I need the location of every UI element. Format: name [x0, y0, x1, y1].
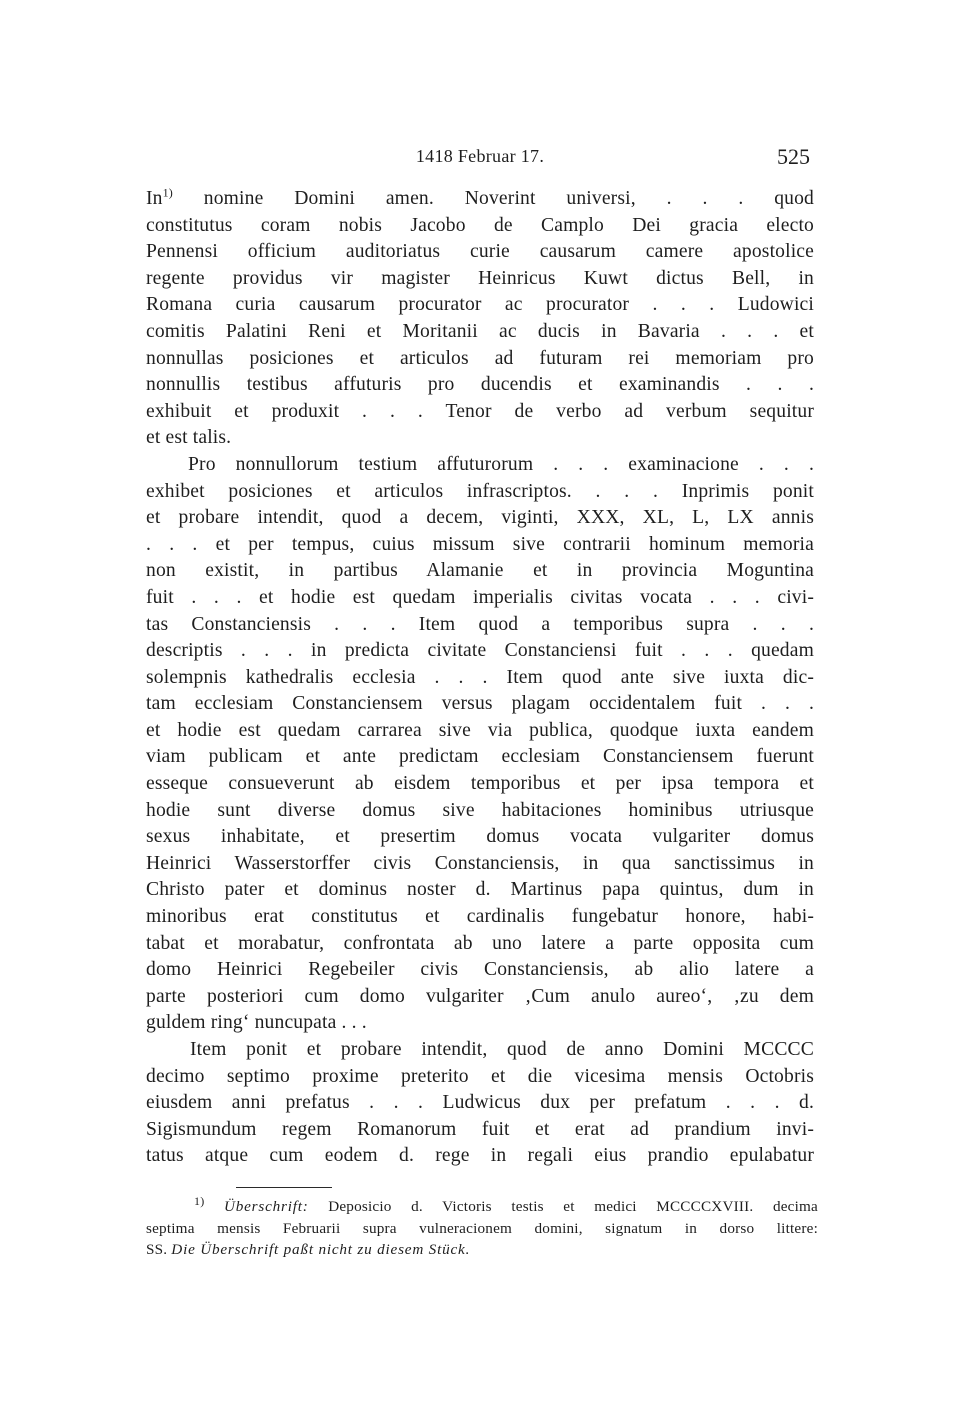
footnote-text: Deposicio d. Victoris testis et medici MCCCCXVIII. decima — [328, 1198, 818, 1215]
text-line: Sigismundum regem Romanorum fuit et erat ad prandium invi- — [146, 1118, 814, 1140]
footnote-text: SS. — [146, 1241, 168, 1258]
text-line: comitis Palatini Reni et Moritanii ac ducis in Bavaria . . . et — [146, 320, 814, 342]
text-line: constitutus coram nobis Jacobo de Camplo Dei gracia electo — [146, 214, 814, 236]
body-text — [146, 186, 814, 1170]
text-line: esseque consueverunt ab eisdem temporibus et per ipsa tempora et — [146, 773, 814, 795]
page-number: 525 — [777, 144, 810, 169]
text-line: nonnullas posiciones et articulos ad futuram rei memoriam pro — [146, 347, 814, 369]
text-line: tabat et morabatur, confrontata ab uno latere a parte opposita cum — [146, 932, 814, 954]
running-title: 1418 Februar 17. — [415, 146, 545, 166]
text-line-start: In — [146, 188, 163, 209]
text-line: guldem ring‘ nuncupata . . . — [146, 1012, 367, 1034]
text-line: hodie sunt diverse domus sive habitaciones hominibus utriusque — [146, 799, 814, 821]
text-line: non existit, in partibus Alamanie et in provincia Moguntina — [146, 560, 814, 582]
footnote-reference: 1) — [162, 185, 173, 200]
text-line: et hodie est quedam carrarea sive via publica, quodque iuxta eandem — [146, 719, 814, 741]
text-line: eiusdem anni prefatus . . . Ludwicus dux per prefatum . . . d. — [146, 1092, 814, 1114]
footnote-label: Überschrift: — [223, 1198, 309, 1215]
footnote-divider — [236, 1187, 332, 1188]
text-line: Christo pater et dominus noster d. Martinus papa quintus, dum in — [146, 879, 814, 901]
text-line: fuit . . . et hodie est quedam imperialis civitas vocata . . . civi- — [146, 586, 814, 608]
text-line — [146, 186, 814, 213]
footnote-line — [146, 1239, 818, 1261]
text-line: tam ecclesiam Constanciensem versus plagam occidentalem fuit . . . — [146, 693, 814, 715]
document-page — [146, 0, 818, 1412]
footnote-marker: 1) — [194, 1193, 205, 1208]
text-line: minoribus erat constitutus et cardinalis fungebatur honore, habi- — [146, 906, 814, 928]
text-line: nonnullis testibus affuturis pro ducendis et examinandis . . . — [146, 374, 814, 396]
text-line: et probare intendit, quod a decem, viginti, XXX, XL, L, LX annis — [146, 507, 814, 529]
text-line: exhibet posiciones et articulos infrascriptos. . . . Inprimis ponit — [146, 480, 814, 502]
text-line: Heinrici Wasserstorffer civis Constanciensis, in qua sanctissimus in — [146, 852, 814, 874]
footnote-editor-note: Die Überschrift paßt nicht zu diesem Stück. — [171, 1241, 471, 1258]
footnote-line — [146, 1193, 818, 1218]
text-line: sexus inhabitate, et presertim domus vocata vulgariter domus — [146, 826, 814, 848]
text-line: Pro nonnullorum testium affuturorum . . . examinacione . . . — [188, 453, 814, 475]
text-line: domo Heinrici Regebeiler civis Constanciensis, ab alio latere a — [146, 959, 814, 981]
text-line-rest: nomine Domini amen. Noverint universi, . . . quod — [203, 188, 814, 209]
text-line: tas Constanciensis . . . Item quod a temporibus supra . . . — [146, 613, 814, 635]
running-head — [146, 146, 814, 174]
text-line: Item ponit et probare intendit, quod de anno Domini MCCCC — [190, 1039, 814, 1060]
text-line: tatus atque cum eodem d. rege in regali eius prandio epulabatur — [146, 1145, 814, 1167]
text-line: Romana curia causarum procurator ac procurator . . . Ludowici — [146, 294, 814, 316]
text-line: solempnis kathedralis ecclesia . . . Item quod ante sive iuxta dic- — [146, 666, 814, 688]
text-line: . . . et per tempus, cuius missum sive contrarii hominum memoria — [146, 533, 814, 555]
text-line: exhibuit et produxit . . . Tenor de verbo ad verbum sequitur — [146, 400, 814, 422]
text-line: descriptis . . . in predicta civitate Constanciensi fuit . . . quedam — [146, 640, 814, 662]
footnote-line: septima mensis Februarii supra vulneracionem domini, signatum in dorso littere: — [146, 1219, 818, 1237]
text-line: viam publicam et ante predictam ecclesiam Constanciensem fuerunt — [146, 746, 814, 768]
text-line: decimo septimo proxime preterito et die vicesima mensis Octobris — [146, 1065, 814, 1087]
text-line: Pennensi officium auditoriatus curie causarum camere apostolice — [146, 241, 814, 263]
text-line: regente providus vir magister Heinricus Kuwt dictus Bell, in — [146, 267, 814, 289]
text-line: parte posteriori cum domo vulgariter ‚Cum anulo aureo‘, ‚zu dem — [146, 985, 814, 1007]
text-line: et est talis. — [146, 427, 232, 449]
footnote — [146, 1193, 818, 1261]
